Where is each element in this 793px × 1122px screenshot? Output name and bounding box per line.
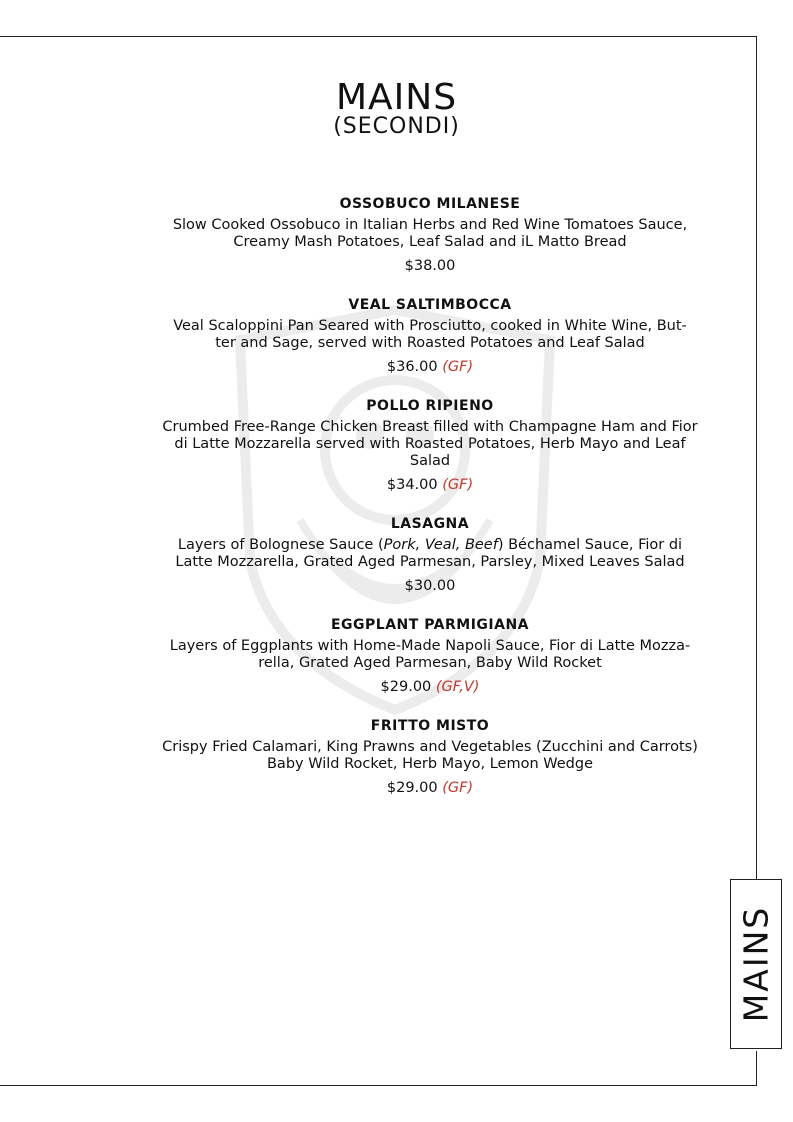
item-description — [140, 537, 720, 571]
frame-top-border — [0, 36, 757, 37]
item-price-row — [140, 475, 720, 495]
frame-right-border-lower — [756, 1051, 757, 1086]
item-description-line: Creamy Mash Potatoes, Leaf Salad and iL Matto Bread — [233, 234, 627, 250]
item-description-line: di Latte Mozzarella served with Roasted Potatoes, Herb Mayo and Leaf — [174, 436, 686, 452]
item-price: $36.00 — [386, 359, 438, 375]
item-description-line: rella, Grated Aged Parmesan, Baby Wild Rocket — [258, 655, 602, 671]
dietary-tag: (GF) — [442, 780, 474, 796]
dietary-tag: (GF) — [442, 359, 474, 375]
item-price: $29.00 — [386, 780, 438, 796]
menu-list — [140, 194, 720, 817]
item-price: $30.00 — [404, 578, 456, 594]
item-name: VEAL SALTIMBOCCA — [348, 297, 512, 313]
menu-item — [140, 514, 720, 596]
item-description-line: Latte Mozzarella, Grated Aged Parmesan, Parsley, Mixed Leaves Salad — [175, 554, 685, 570]
item-name: EGGPLANT PARMIGIANA — [330, 617, 530, 633]
item-price-row — [140, 677, 720, 697]
dietary-tag: (GF,V) — [435, 679, 480, 695]
item-description-line: Crumbed Free-Range Chicken Breast filled with Champagne Ham and Fior — [162, 419, 698, 435]
item-price-row — [140, 778, 720, 798]
item-description — [140, 739, 720, 773]
item-price: $34.00 — [386, 477, 438, 493]
item-description-line: Salad — [409, 453, 451, 469]
item-description-line: Veal Scaloppini Pan Seared with Prosciutto, cooked in White Wine, But- — [173, 318, 687, 334]
frame-bottom-border — [0, 1085, 757, 1086]
dietary-tag: (GF) — [442, 477, 474, 493]
desc-text: ) Béchamel Sauce, Fior di — [497, 537, 683, 553]
item-price-row — [140, 357, 720, 377]
desc-italic-text: Pork, Veal, Beef — [383, 537, 498, 553]
item-description-line: Baby Wild Rocket, Herb Mayo, Lemon Wedge — [266, 756, 594, 772]
item-description — [140, 638, 720, 672]
menu-item — [140, 194, 720, 276]
item-description — [140, 318, 720, 352]
item-description — [140, 217, 720, 251]
item-price-row — [140, 256, 720, 276]
item-name: LASAGNA — [390, 516, 470, 532]
item-description-line — [140, 537, 720, 554]
item-name: FRITTO MISTO — [370, 718, 490, 734]
page-title: MAINS — [335, 77, 458, 118]
item-name: OSSOBUCO MILANESE — [339, 196, 521, 212]
item-name: POLLO RIPIENO — [366, 398, 494, 414]
item-description-line: Slow Cooked Ossobuco in Italian Herbs and Red Wine Tomatoes Sauce, — [172, 217, 688, 233]
section-side-tab[interactable] — [730, 879, 782, 1049]
menu-item — [140, 615, 720, 697]
item-price: $38.00 — [404, 258, 456, 274]
menu-item — [140, 396, 720, 495]
item-description-line: Layers of Eggplants with Home-Made Napoli Sauce, Fior di Latte Mozza- — [169, 638, 691, 654]
item-price-row — [140, 576, 720, 596]
page-subtitle: (SECONDI) — [333, 114, 460, 139]
menu-item — [140, 716, 720, 798]
frame-right-border — [756, 36, 757, 879]
side-tab-label: MAINS — [736, 905, 776, 1023]
menu-item — [140, 295, 720, 377]
item-description — [140, 419, 720, 470]
item-description-line: Crispy Fried Calamari, King Prawns and Vegetables (Zucchini and Carrots) — [162, 739, 698, 755]
desc-text: Layers of Bolognese Sauce ( — [177, 537, 384, 553]
item-price: $29.00 — [380, 679, 432, 695]
item-description-line: ter and Sage, served with Roasted Potatoes and Leaf Salad — [215, 335, 645, 351]
